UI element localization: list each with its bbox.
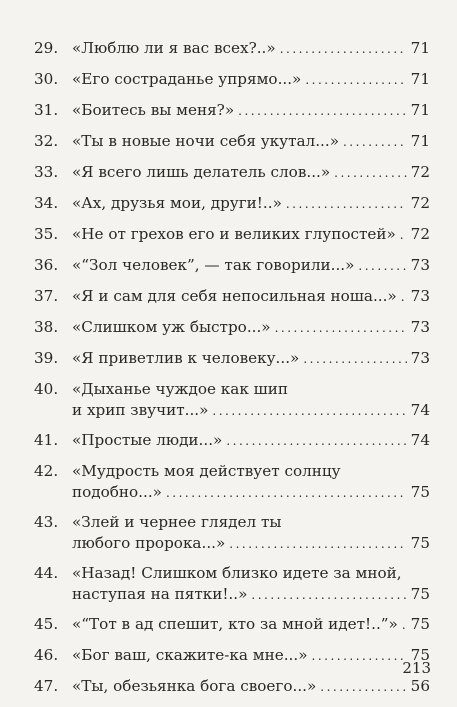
entry-title: «Назад! Слишком близко идете за мной, (72, 564, 402, 582)
entry-body (72, 430, 430, 452)
dot-leader (343, 132, 407, 153)
entry-page-number: 71 (410, 132, 430, 150)
page-number: 213 (402, 659, 431, 677)
entry-title: наступая на пятки!..» (72, 585, 248, 603)
entry-line (72, 584, 430, 606)
entry-body (72, 614, 430, 636)
entry-number: 40. (34, 380, 59, 398)
toc-entry (34, 512, 430, 563)
entry-line (72, 379, 430, 400)
entry-title: «Слишком уж быстро...» (72, 318, 271, 336)
entry-page-number: 73 (410, 256, 430, 274)
entry-number: 35. (34, 225, 59, 243)
entry-body (72, 69, 430, 91)
entry-body (72, 38, 430, 60)
entry-number: 44. (34, 564, 59, 582)
entry-number: 29. (34, 39, 59, 57)
entry-title: «Мудрость моя действует солнцу (72, 462, 341, 480)
dot-leader (334, 163, 407, 184)
entry-body (72, 512, 430, 555)
entry-body (72, 461, 430, 504)
entry-number: 46. (34, 646, 59, 664)
entry-page-number: 75 (410, 534, 430, 552)
dot-leader (401, 287, 407, 308)
toc-entry (34, 317, 430, 348)
entry-title: «“Зол человек”, — так говорили...» (72, 256, 355, 274)
entry-body (72, 100, 430, 122)
entry-line (72, 224, 430, 246)
entry-line (72, 400, 430, 422)
entry-body (72, 255, 430, 277)
entry-number: 36. (34, 256, 59, 274)
entry-number: 41. (34, 431, 59, 449)
entry-page-number: 73 (410, 287, 430, 305)
entry-line (72, 614, 430, 636)
entry-title: «Боитесь вы меня?» (72, 101, 235, 119)
entry-title: «Бог ваш, скажите-ка мне...» (72, 646, 308, 664)
entry-number: 33. (34, 163, 59, 181)
dot-leader (212, 401, 407, 422)
entry-page-number: 75 (410, 585, 430, 603)
entry-number: 38. (34, 318, 59, 336)
entry-body (72, 379, 430, 422)
entry-page-number: 74 (410, 401, 430, 419)
entry-title: и хрип звучит...» (72, 401, 209, 419)
entry-title: «Я и сам для себя непосильная ноша...» (72, 287, 397, 305)
entry-number: 30. (34, 70, 59, 88)
entry-body (72, 563, 430, 606)
toc-entry (34, 131, 430, 162)
entry-title: «Я приветлив к человеку...» (72, 349, 300, 367)
entry-line (72, 131, 430, 153)
toc-entry (34, 430, 430, 461)
entry-title: «Простые люди...» (72, 431, 223, 449)
entry-line (72, 676, 430, 698)
entry-page-number: 75 (410, 483, 430, 501)
dot-leader (229, 534, 407, 555)
dot-leader (312, 646, 407, 667)
entry-line (72, 286, 430, 308)
table-of-contents (34, 38, 430, 707)
entry-line (72, 563, 430, 584)
entry-number: 34. (34, 194, 59, 212)
entry-line (72, 317, 430, 339)
entry-page-number: 72 (410, 163, 430, 181)
toc-entry (34, 224, 430, 255)
toc-entry (34, 193, 430, 224)
entry-page-number: 71 (410, 39, 430, 57)
dot-leader (305, 70, 407, 91)
entry-body (72, 286, 430, 308)
entry-title: «Люблю ли я вас всех?..» (72, 39, 276, 57)
entry-body (72, 348, 430, 370)
toc-entry (34, 348, 430, 379)
entry-line (72, 100, 430, 122)
entry-title: «“Тот в ад спешит, кто за мной идет!..”» (72, 615, 398, 633)
entry-number: 31. (34, 101, 59, 119)
dot-leader (286, 194, 407, 215)
entry-page-number: 75 (410, 646, 430, 664)
dot-leader (280, 39, 407, 60)
entry-number: 43. (34, 513, 59, 531)
entry-page-number: 71 (410, 101, 430, 119)
entry-title: «Ах, друзья мои, други!..» (72, 194, 282, 212)
dot-leader (275, 318, 407, 339)
entry-body (72, 676, 430, 698)
entry-body (72, 645, 430, 667)
entry-title: «Я всего лишь делатель слов...» (72, 163, 331, 181)
toc-entry (34, 563, 430, 614)
entry-title: «Его состраданье упрямо...» (72, 70, 302, 88)
entry-number: 37. (34, 287, 59, 305)
entry-number: 32. (34, 132, 59, 150)
dot-leader (251, 585, 407, 606)
dot-leader (166, 483, 407, 504)
entry-body (72, 317, 430, 339)
entry-line (72, 533, 430, 555)
entry-line (72, 348, 430, 370)
entry-line (72, 430, 430, 452)
entry-page-number: 75 (410, 615, 430, 633)
entry-title: любого пророка...» (72, 534, 226, 552)
dot-leader (358, 256, 407, 277)
toc-entry (34, 162, 430, 193)
entry-page-number: 71 (410, 70, 430, 88)
entry-line (72, 461, 430, 482)
entry-number: 39. (34, 349, 59, 367)
entry-title: «Злей и чернее глядел ты (72, 513, 282, 531)
toc-entry (34, 69, 430, 100)
entry-line (72, 69, 430, 91)
entry-number: 45. (34, 615, 59, 633)
entry-line (72, 645, 430, 667)
entry-line (72, 512, 430, 533)
entry-page-number: 74 (410, 431, 430, 449)
entry-body (72, 162, 430, 184)
toc-entry (34, 100, 430, 131)
entry-title: «Ты, обезьянка бога своего...» (72, 677, 317, 695)
entry-title: подобно...» (72, 483, 162, 501)
entry-body (72, 224, 430, 246)
entry-number: 42. (34, 462, 59, 480)
entry-title: «Дыханье чуждое как шип (72, 380, 289, 398)
toc-entry (34, 38, 430, 69)
toc-entry (34, 676, 430, 707)
dot-leader (402, 615, 407, 636)
entry-number: 47. (34, 677, 59, 695)
dot-leader (303, 349, 407, 370)
dot-leader (226, 431, 407, 452)
entry-page-number: 73 (410, 318, 430, 336)
toc-entry (34, 645, 430, 676)
entry-page-number: 56 (410, 677, 430, 695)
entry-title: «Ты в новые ночи себя укутал...» (72, 132, 339, 150)
entry-page-number: 72 (410, 225, 430, 243)
toc-entry (34, 286, 430, 317)
entry-page-number: 72 (410, 194, 430, 212)
entry-line (72, 482, 430, 504)
toc-entry (34, 614, 430, 645)
entry-line (72, 38, 430, 60)
dot-leader (400, 225, 407, 246)
toc-entry (34, 379, 430, 430)
entry-body (72, 193, 430, 215)
entry-title: «Не от грехов его и великих глупостей» (72, 225, 396, 243)
entry-line (72, 255, 430, 277)
dot-leader (320, 677, 407, 698)
entry-line (72, 162, 430, 184)
entry-line (72, 193, 430, 215)
entry-body (72, 131, 430, 153)
entry-page-number: 73 (410, 349, 430, 367)
dot-leader (238, 101, 407, 122)
toc-entry (34, 461, 430, 512)
toc-entry (34, 255, 430, 286)
